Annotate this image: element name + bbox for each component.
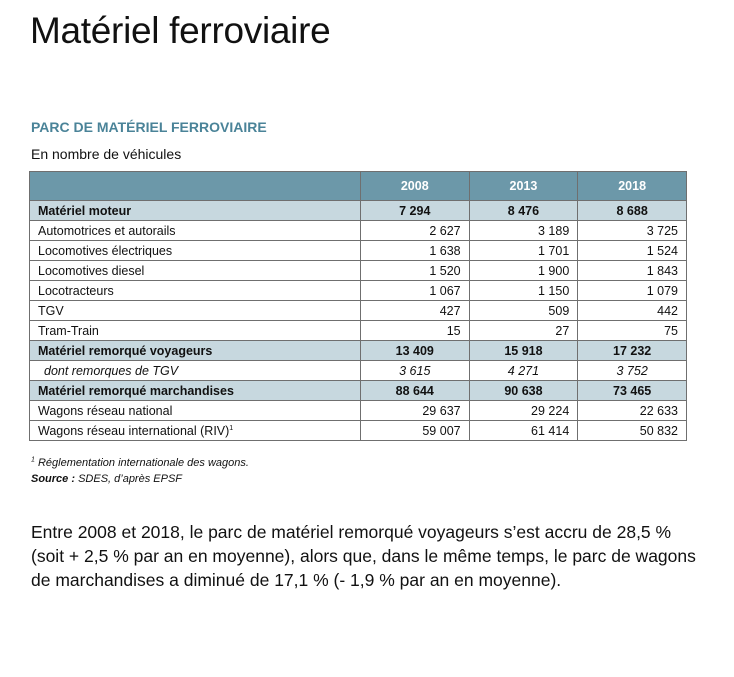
row-label-text: TGV <box>38 303 64 318</box>
value-cell-2013: 1 150 <box>469 281 578 301</box>
value-cell-2013: 61 414 <box>469 421 578 441</box>
value-cell-2018: 17 232 <box>578 341 687 361</box>
value-cell-2018: 50 832 <box>578 421 687 441</box>
value-cell-2008: 2 627 <box>360 221 469 241</box>
table-row <box>30 261 687 281</box>
value-cell-2013: 8 476 <box>469 201 578 221</box>
row-label <box>30 321 361 341</box>
value-cell-2018: 442 <box>578 301 687 321</box>
footnote <box>31 457 249 469</box>
value-cell-2013: 29 224 <box>469 401 578 421</box>
value-cell-2013: 3 189 <box>469 221 578 241</box>
row-label-text: Matériel moteur <box>38 203 132 218</box>
row-label-text: Locomotives diesel <box>38 263 145 278</box>
table-row <box>30 281 687 301</box>
row-label <box>30 401 361 421</box>
footnote-ref: 1 <box>229 424 234 432</box>
table-row <box>30 241 687 261</box>
value-cell-2008: 1 520 <box>360 261 469 281</box>
row-label <box>30 261 361 281</box>
value-cell-2008: 59 007 <box>360 421 469 441</box>
table-row <box>30 341 687 361</box>
table-header <box>30 172 687 201</box>
row-label-text: dont remorques de TGV <box>44 363 179 378</box>
header-year-2008: 2008 <box>360 172 469 201</box>
rolling-stock-table <box>29 171 687 441</box>
source-label: Source : <box>31 473 76 485</box>
row-label-text: Locotracteurs <box>38 283 114 298</box>
row-label <box>30 241 361 261</box>
table-body <box>30 201 687 441</box>
unit-label: En nombre de véhicules <box>31 146 182 162</box>
table-row <box>30 421 687 441</box>
value-cell-2013: 4 271 <box>469 361 578 381</box>
value-cell-2008: 3 615 <box>360 361 469 381</box>
row-label <box>30 201 361 221</box>
row-label-text: Matériel remorqué voyageurs <box>38 343 213 358</box>
value-cell-2008: 1 067 <box>360 281 469 301</box>
footnote-mark: 1 <box>31 456 35 464</box>
value-cell-2008: 13 409 <box>360 341 469 361</box>
value-cell-2018: 75 <box>578 321 687 341</box>
value-cell-2008: 88 644 <box>360 381 469 401</box>
row-label <box>30 341 361 361</box>
header-label-cell <box>30 172 361 201</box>
source-note <box>31 473 182 485</box>
value-cell-2008: 427 <box>360 301 469 321</box>
row-label-text: Automotrices et autorails <box>38 223 176 238</box>
value-cell-2013: 27 <box>469 321 578 341</box>
value-cell-2013: 1 900 <box>469 261 578 281</box>
value-cell-2013: 509 <box>469 301 578 321</box>
page-title: Matériel ferroviaire <box>30 10 331 51</box>
value-cell-2008: 29 637 <box>360 401 469 421</box>
table-row <box>30 201 687 221</box>
row-label <box>30 301 361 321</box>
row-label-text: Wagons réseau international (RIV) <box>38 423 230 438</box>
value-cell-2008: 15 <box>360 321 469 341</box>
row-label <box>30 281 361 301</box>
value-cell-2018: 22 633 <box>578 401 687 421</box>
value-cell-2008: 7 294 <box>360 201 469 221</box>
row-label <box>30 361 361 381</box>
table-row <box>30 321 687 341</box>
table-row <box>30 361 687 381</box>
value-cell-2018: 1 524 <box>578 241 687 261</box>
value-cell-2018: 1 843 <box>578 261 687 281</box>
section-title: PARC DE MATÉRIEL FERROVIAIRE <box>31 119 267 135</box>
value-cell-2018: 3 725 <box>578 221 687 241</box>
value-cell-2018: 3 752 <box>578 361 687 381</box>
row-label-text: Locomotives électriques <box>38 243 173 258</box>
source-text: SDES, d’après EPSF <box>75 473 183 485</box>
row-label-text: Tram-Train <box>38 323 99 338</box>
value-cell-2018: 1 079 <box>578 281 687 301</box>
row-label-text: Matériel remorqué marchandises <box>38 383 234 398</box>
row-label <box>30 421 361 441</box>
value-cell-2013: 1 701 <box>469 241 578 261</box>
value-cell-2013: 90 638 <box>469 381 578 401</box>
value-cell-2013: 15 918 <box>469 341 578 361</box>
header-year-2018: 2018 <box>578 172 687 201</box>
table-row <box>30 381 687 401</box>
summary-paragraph: Entre 2008 et 2018, le parc de matériel remorqué voyageurs s’est accru de 28,5 % (soit + 2,5 % par an en moyenne), alors que, dans le même temps, le parc de wagons de marchandises a diminué de 17,1 % (- 1,9 % par an en moyenne). <box>31 522 696 590</box>
row-label <box>30 221 361 241</box>
footnote-text: Réglementation internationale des wagons. <box>34 457 249 469</box>
row-label-text: Wagons réseau national <box>38 403 173 418</box>
header-row <box>30 172 687 201</box>
row-label <box>30 381 361 401</box>
value-cell-2018: 73 465 <box>578 381 687 401</box>
table-row <box>30 301 687 321</box>
table-row <box>30 221 687 241</box>
value-cell-2008: 1 638 <box>360 241 469 261</box>
table-row <box>30 401 687 421</box>
header-year-2013: 2013 <box>469 172 578 201</box>
value-cell-2018: 8 688 <box>578 201 687 221</box>
